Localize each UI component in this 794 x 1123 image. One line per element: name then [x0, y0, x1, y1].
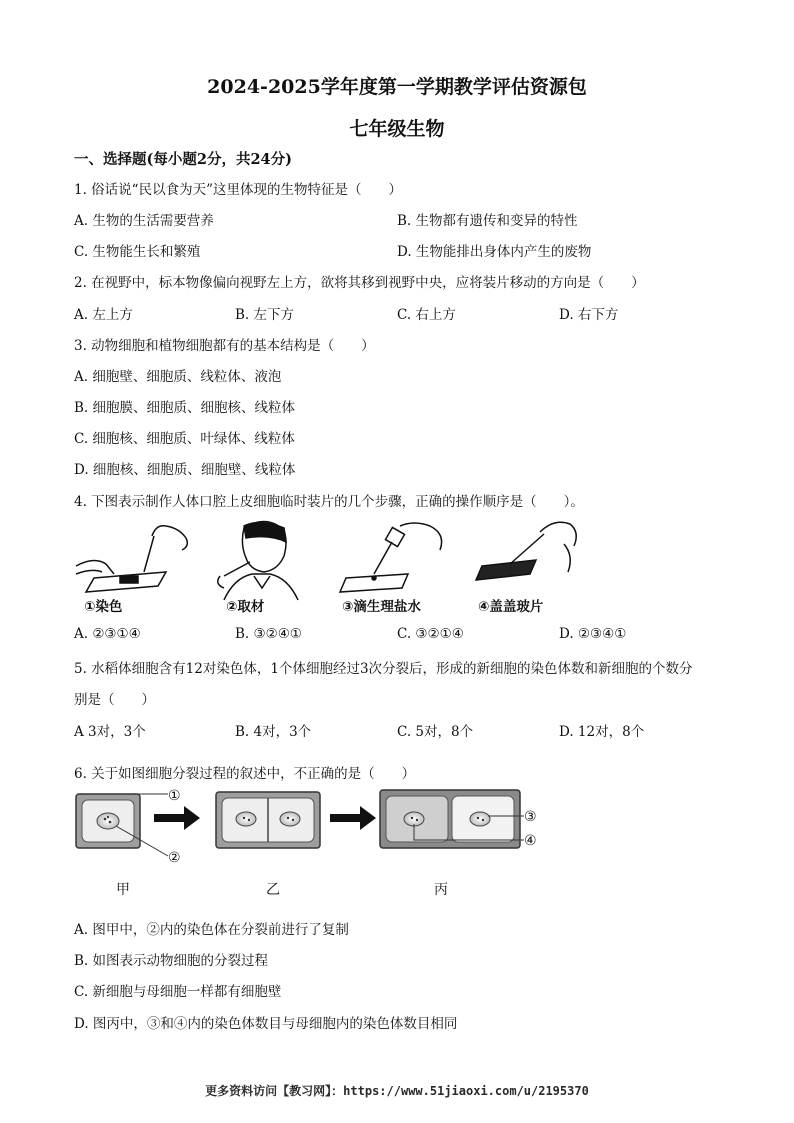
q6-option-d: D. 图丙中，③和④内的染色体数目与母细胞内的染色体数目相同: [74, 1016, 458, 1032]
footer-link[interactable]: 更多资料访问【教习网】：https://www.51jiaoxi.com/u/2195370: [205, 1084, 589, 1098]
cell-label-jia: 甲: [116, 882, 130, 898]
q3-stem: 3. 动物细胞和植物细胞都有的基本结构是（ ）: [74, 338, 375, 354]
marker-4: ④: [524, 833, 537, 849]
q5-option-d: D. 12对，8个: [559, 724, 645, 740]
arrow-right-icon: [154, 806, 200, 830]
q5-stem-line1: 5. 水稻体细胞含有12对染色体，1个体细胞经过3次分裂后，形成的新细胞的染色体数和新细胞的个数分: [74, 661, 693, 677]
step-2-label: ②取材: [226, 599, 265, 615]
q1-option-c: C. 生物能生长和繁殖: [74, 244, 201, 260]
q3-option-d: D. 细胞核、细胞质、细胞壁、线粒体: [74, 462, 296, 478]
q4-option-c: C. ③②①④: [397, 626, 464, 642]
step-4-label: ④盖盖玻片: [478, 599, 544, 615]
q5-option-b: B. 4对，3个: [235, 724, 312, 740]
step-coverslip-illustration: [476, 522, 576, 580]
step-staining-illustration: [76, 526, 187, 592]
cell-division-figure: [74, 786, 554, 902]
arrow-right-icon: [330, 806, 376, 830]
q5-stem-line2: 别是（ ）: [74, 692, 155, 708]
q5-option-a: A 3对，3个: [74, 724, 146, 740]
q2-option-b: B. 左下方: [235, 307, 295, 323]
q6-option-b: B. 如图表示动物细胞的分裂过程: [74, 953, 269, 969]
q6-stem: 6. 关于如图细胞分裂过程的叙述中，不正确的是（ ）: [74, 766, 416, 782]
cell-yi: [216, 792, 320, 848]
q4-option-d: D. ②③④①: [559, 626, 627, 642]
step-3-label: ③滴生理盐水: [342, 599, 421, 615]
q1-option-a: A. 生物的生活需要营养: [74, 213, 214, 229]
q1-stem: 1. 俗话说“民以食为天”这里体现的生物特征是（ ）: [74, 182, 402, 198]
q3-option-b: B. 细胞膜、细胞质、细胞核、线粒体: [74, 400, 296, 416]
step-saline-illustration: [340, 523, 442, 592]
marker-3: ③: [524, 809, 537, 825]
cell-label-yi: 乙: [266, 882, 280, 898]
document-title: 2024-2025学年度第一学期教学评估资源包: [207, 76, 587, 98]
step-1-label: ①染色: [84, 599, 123, 615]
q1-option-b: B. 生物都有遗传和变异的特性: [397, 213, 578, 229]
q4-option-b: B. ③②④①: [235, 626, 302, 642]
cell-jia: [76, 794, 168, 856]
q2-stem: 2. 在视野中，标本物像偏向视野左上方，欲将其移到视野中央，应将装片移动的方向是（ ）: [74, 275, 645, 291]
marker-1: ①: [168, 788, 181, 804]
cell-label-bing: 丙: [434, 882, 448, 898]
q1-option-d: D. 生物能排出身体内产生的废物: [397, 244, 592, 260]
q4-stem: 4. 下图表示制作人体口腔上皮细胞临时装片的几个步骤，正确的操作顺序是（ ）。: [74, 494, 584, 510]
q2-option-d: D. 右下方: [559, 307, 619, 323]
q3-option-a: A. 细胞壁、细胞质、线粒体、液泡: [74, 369, 282, 385]
q6-option-a: A. 图甲中，②内的染色体在分裂前进行了复制: [74, 922, 349, 938]
q3-option-c: C. 细胞核、细胞质、叶绿体、线粒体: [74, 431, 295, 447]
q2-option-a: A. 左上方: [74, 307, 133, 323]
q4-steps-figure: [74, 516, 594, 616]
section-heading: 一、选择题(每小题2分，共24分): [74, 151, 292, 168]
step-sampling-illustration: [218, 521, 298, 600]
marker-2: ②: [168, 850, 181, 866]
document-subtitle: 七年级生物: [349, 118, 445, 140]
q5-option-c: C. 5对，8个: [397, 724, 474, 740]
q2-option-c: C. 右上方: [397, 307, 456, 323]
q6-option-c: C. 新细胞与母细胞一样都有细胞壁: [74, 984, 282, 1000]
cell-bing: [380, 790, 524, 848]
q4-option-a: A. ②③①④: [74, 626, 141, 642]
